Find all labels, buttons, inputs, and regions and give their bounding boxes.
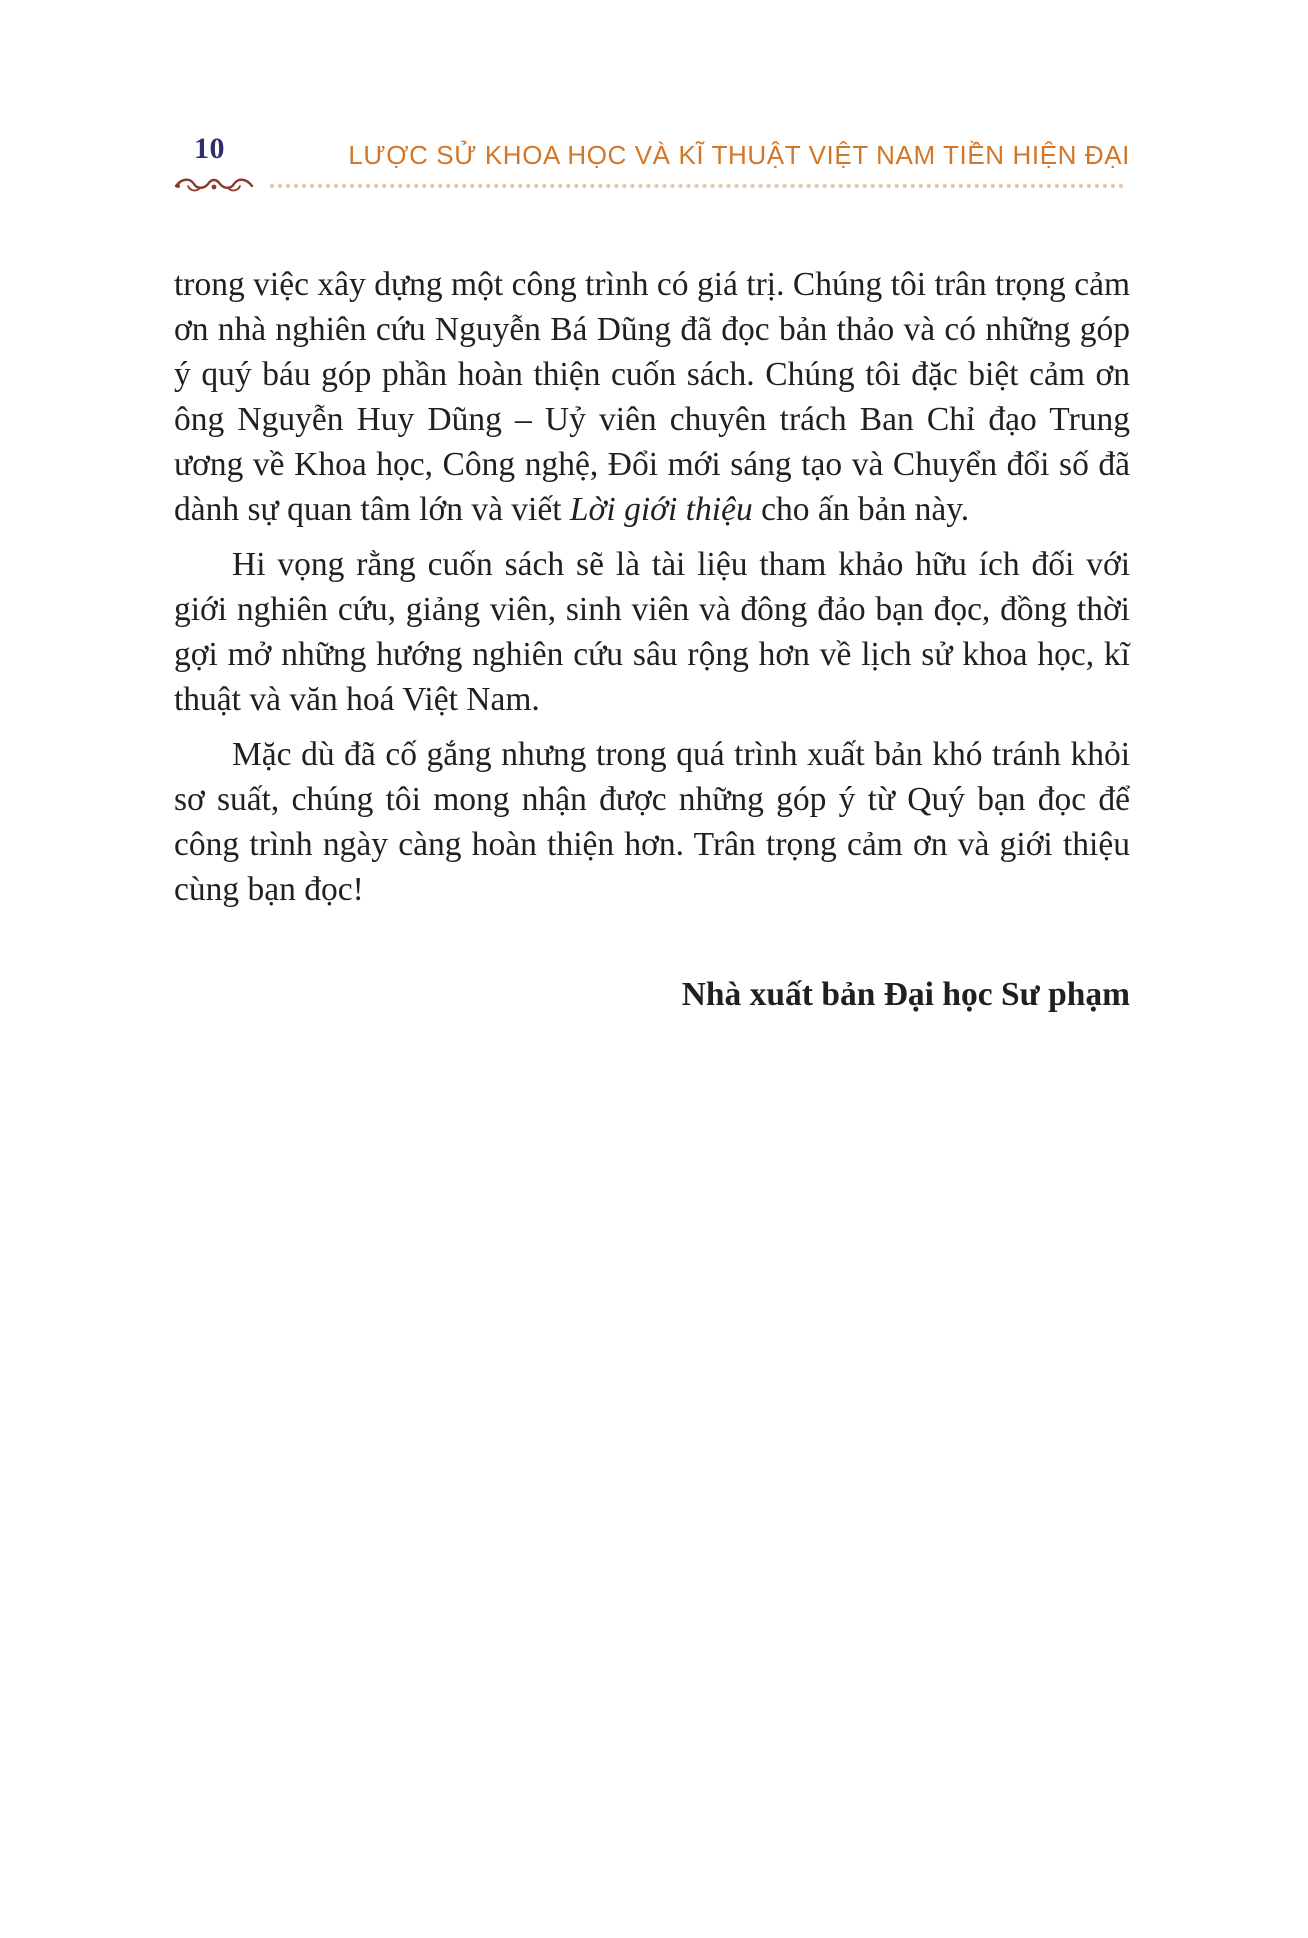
paragraph-1-end: cho ấn bản này. xyxy=(761,491,970,528)
flourish-ornament-icon xyxy=(174,174,254,196)
page-header xyxy=(174,128,1130,198)
paragraph-3: Mặc dù đã cố gắng nhưng trong quá trình xuất bản khó tránh khỏi sơ suất, chúng tôi mong nhận được những góp ý từ Quý bạn đọc để công trình ngày càng hoàn thiện hơn. Trân trọng cảm ơn và giới thiệu cùng bạn đọc! xyxy=(174,736,1130,908)
header-dotted-rule xyxy=(270,184,1124,188)
paragraph-2: Hi vọng rằng cuốn sách sẽ là tài liệu tham khảo hữu ích đối với giới nghiên cứu, giảng viên, sinh viên và đông đảo bạn đọc, đồng thời gợi mở những hướng nghiên cứu sâu rộng hơn về lịch sử khoa học, kĩ thuật và văn hoá Việt Nam. xyxy=(174,546,1130,718)
body-text xyxy=(174,262,1130,922)
paragraph-1-start: trong việc xây dựng một công trình có giá trị. Chúng tôi trân trọng cảm ơn nhà nghiên cứu Nguyễn Bá Dũng đã đọc bản thảo và có những góp ý quý báu góp phần hoàn thiện cuốn sách. Chúng tôi đặc biệt cảm ơn ông Nguyễn Huy Dũng – Uỷ viên chuyên trách Ban Chỉ đạo Trung ương về Khoa học, Công nghệ, Đổi mới sáng tạo và Chuyển đổi số đã dành sự quan tâm lớn và viết xyxy=(174,266,1130,528)
page-number: 10 xyxy=(194,132,225,165)
paragraph-1-italic-title: Lời giới thiệu xyxy=(569,491,753,528)
publisher-signature: Nhà xuất bản Đại học Sư phạm xyxy=(681,976,1130,1013)
paragraph-1 xyxy=(174,262,1130,532)
running-title: LƯỢC SỬ KHOA HỌC VÀ KĨ THUẬT VIỆT NAM TIỀN HIỆN ĐẠI xyxy=(348,140,1130,170)
